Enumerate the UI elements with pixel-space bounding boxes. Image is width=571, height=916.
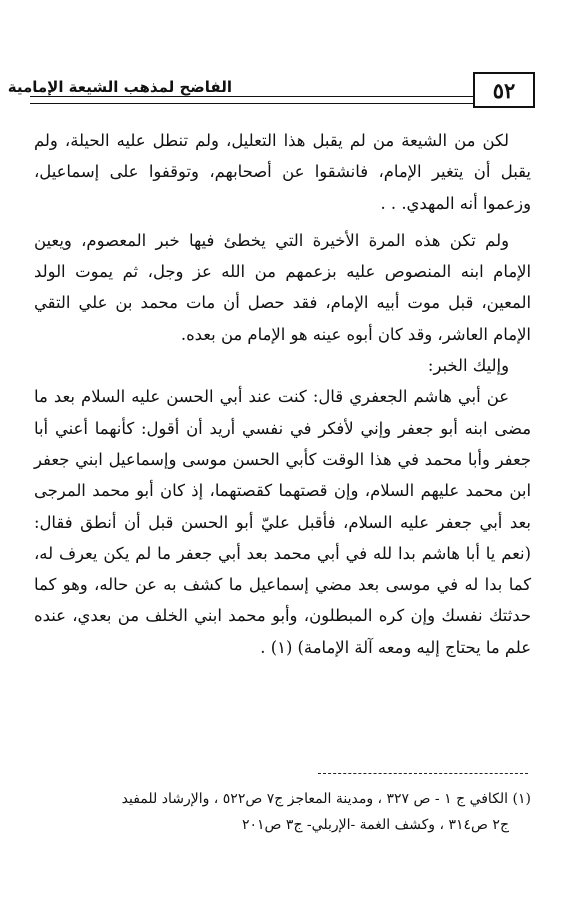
page-number: ٥٢ bbox=[473, 72, 535, 108]
footnote bbox=[34, 786, 531, 838]
paragraph: لكن من الشيعة من لم يقبل هذا التعليل، ولم تنطل عليه الحيلة، ولم يقبل أن يتغير الإمام، فانشقوا عن أصحابهم، وتوقفوا على إسماعيل، وزعموا أنه المهدي. . . bbox=[34, 131, 531, 213]
header-rule bbox=[30, 96, 473, 97]
body-text bbox=[34, 125, 531, 663]
book-title: الفاضح لمذهب الشيعة الإمامية bbox=[7, 78, 232, 96]
paragraph-heading: وإليك الخبر: bbox=[427, 356, 509, 376]
paragraph: ولم تكن هذه المرة الأخيرة التي يخطئ فيها خبر المعصوم، ويعين الإمام ابنه المنصوص عليه بزعمهم من الله عز وجل، ثم يموت الولد المعين، قبل موت أبيه الإمام، فقد حصل أن مات محمد بن علي التقي الإمام العاشر، وقد كان أبوه عينه هو الإمام من بعده. bbox=[34, 230, 531, 344]
page-header bbox=[7, 72, 535, 114]
footnote-line: ج٢ ص٣١٤ ، وكشف الغمة -الإربلي- ج٣ ص٢٠١ bbox=[241, 817, 509, 833]
footnote-line: (١) الكافي ج ١ - ص ٣٢٧ ، ومدينة المعاجز ج٧ ص٥٢٢ ، والإرشاد للمفيد bbox=[121, 791, 531, 807]
paragraph: عن أبي هاشم الجعفري قال: كنت عند أبي الحسن عليه السلام بعد ما مضى ابنه أبو جعفر وإني لأفكر في نفسي أريد أن أقول: كأنهما أعني أبا جعفر وأبا محمد في هذا الوقت كأبي الحسن موسى وإسماعيل ابني جعفر ابن محمد عليهم السلام، وإن قصتهما كقصتهما، إذ كان أبو محمد المرجى بعد أبي جعفر عليه السلام، فأقبل عليّ أبو الحسن قبل أن أنطق فقال: (نعم يا أبا هاشم بدا لله في أبي محمد بعد أبي جعفر ما لم يكن يعرف له، كما بدا له في موسى بعد مضي إسماعيل ما كشف به عن حاله، وهو كما حدثتك نفسك وإن كره المبطلون، وأبو محمد ابني الخلف من بعدي، عنده علم ما يحتاج إليه ومعه آلة الإمامة) (١) . bbox=[34, 387, 531, 657]
header-rule-thin bbox=[30, 103, 473, 104]
footnote-separator bbox=[318, 773, 528, 774]
